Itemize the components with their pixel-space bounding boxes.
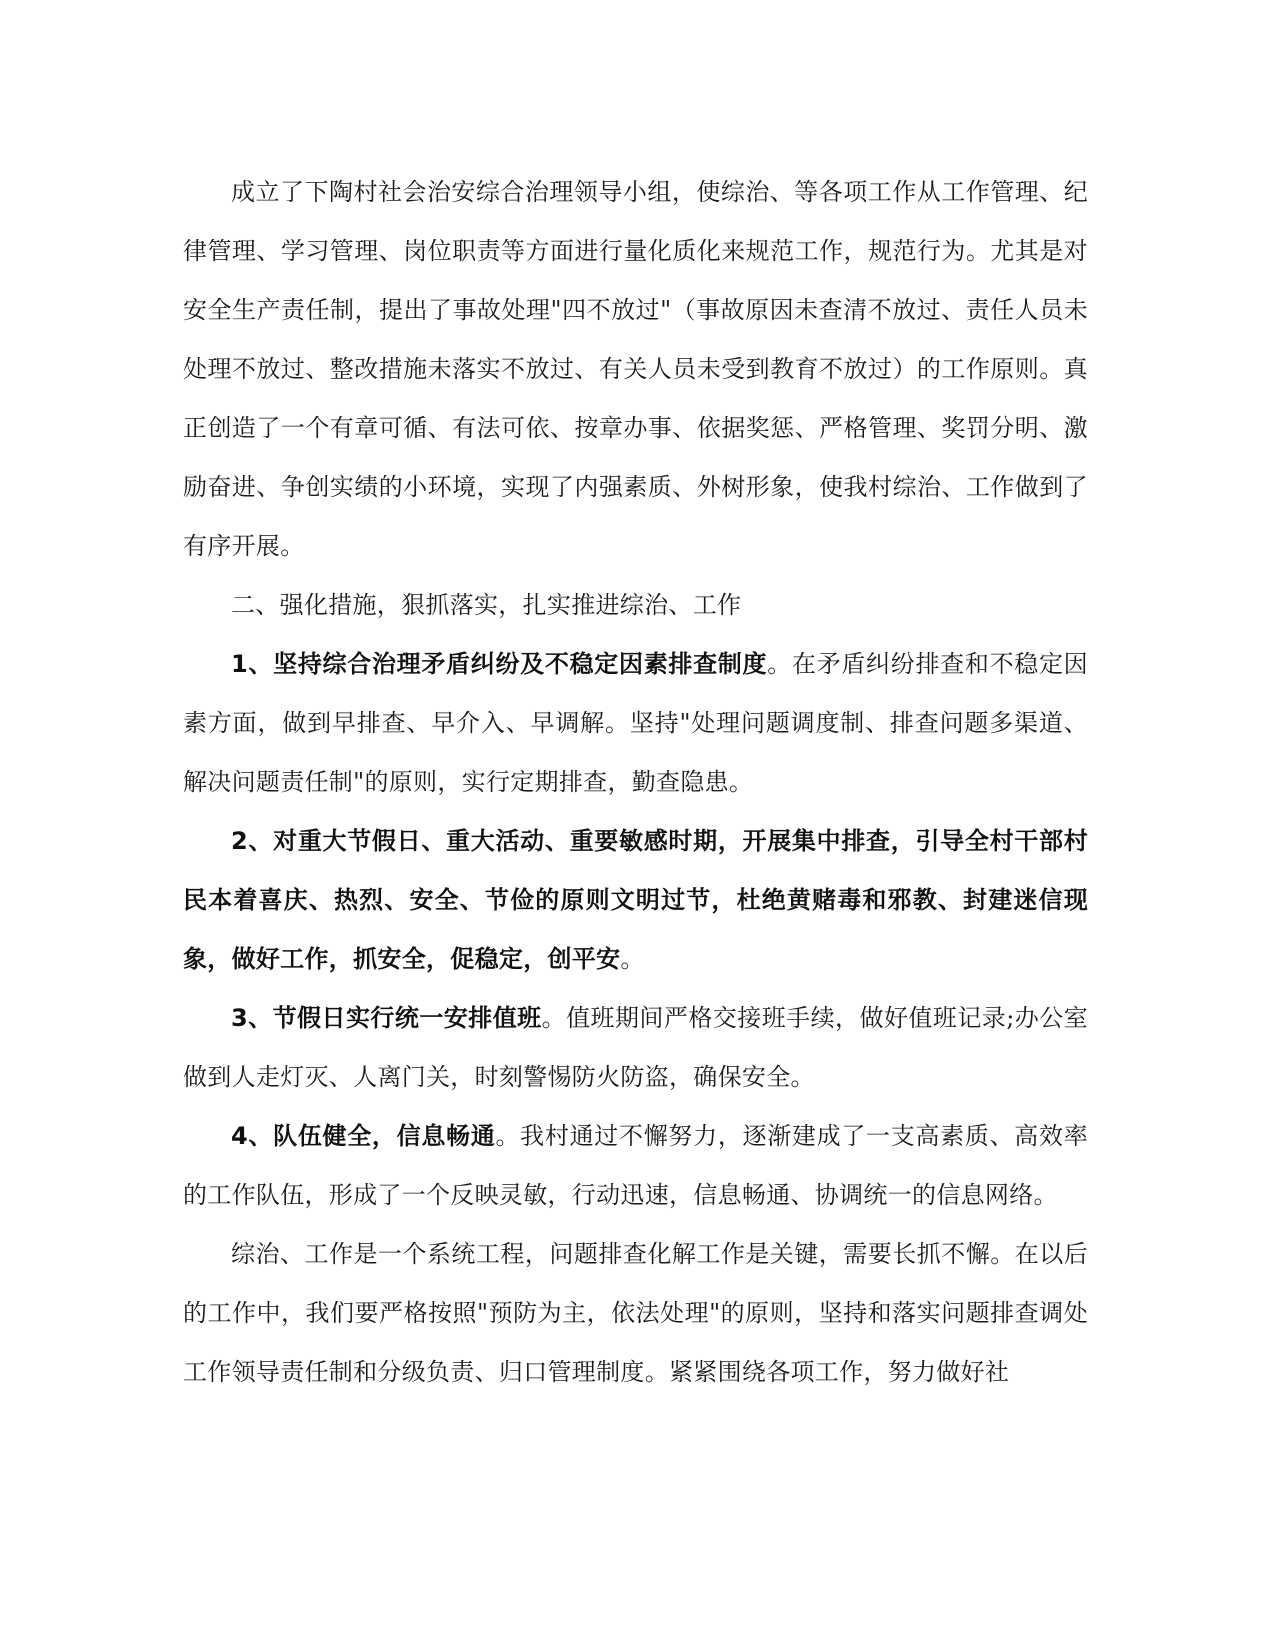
paragraph-closing: 综治、工作是一个系统工程，问题排查化解工作是关键，需要长抓不懈。在以后的工作中，我们要严格按照"预防为主，依法处理"的原则，坚持和落实问题排查调处工作领导责任制和分级负责、归口管理制度。紧紧围绕各项工作，努力做好社: [183, 1240, 1088, 1386]
document-page: [183, 163, 1088, 1402]
paragraph-item-2: [183, 812, 1088, 989]
item-2-text: 2、对重大节假日、重大活动、重要敏感时期，开展集中排查，引导全村干部村民本着喜庆、热烈、安全、节俭的原则文明过节，杜绝黄赌毒和邪教、封建迷信现象，做好工作，抓安全，促稳定，创平安: [183, 827, 1088, 973]
item-4-text: 。我村通过不懈努力，逐渐建成了一支高素质、高效率的工作队伍，形成了一个反映灵敏，行动迅速，信息畅通、协调统一的信息网络。: [183, 1122, 1088, 1209]
paragraph-item-4: [183, 1107, 1088, 1225]
item-1-lead: 1、坚持综合治理矛盾纠纷及不稳定因素排查制度: [231, 650, 768, 678]
paragraph-1: 成立了下陶村社会治安综合治理领导小组，使综治、等各项工作从工作管理、纪律管理、学习管理、岗位职责等方面进行量化质化来规范工作，规范行为。尤其是对安全生产责任制，提出了事故处理"四不放过"（事故原因未查清不放过、责任人员未处理不放过、整改措施未落实不放过、有关人员未受到教育不放过）的工作原则。真正创造了一个有章可循、有法可依、按章办事、依据奖惩、严格管理、奖罚分明、激励奋进、争创实绩的小环境，实现了内强素质、外树形象，使我村综治、工作做到了有序开展。: [183, 178, 1088, 560]
item-3-lead: 3、节假日实行统一安排值班: [231, 1004, 542, 1032]
item-2-end: 。: [620, 945, 645, 973]
item-4-lead: 4、队伍健全，信息畅通: [231, 1122, 496, 1150]
item-1-text: 。在矛盾纠纷排查和不稳定因素方面，做到早排查、早介入、早调解。坚持"处理问题调度制、排查问题多渠道、解决问题责任制"的原则，实行定期排查，勤查隐患。: [183, 650, 1088, 796]
paragraph-item-3: [183, 989, 1088, 1107]
paragraph-item-1: [183, 635, 1088, 812]
section-heading-2: 二、强化措施，狠抓落实，扎实推进综治、工作: [231, 591, 742, 619]
item-3-text: 。值班期间严格交接班手续，做好值班记录;办公室做到人走灯灭、人离门关，时刻警惕防火防盗，确保安全。: [183, 1004, 1088, 1091]
